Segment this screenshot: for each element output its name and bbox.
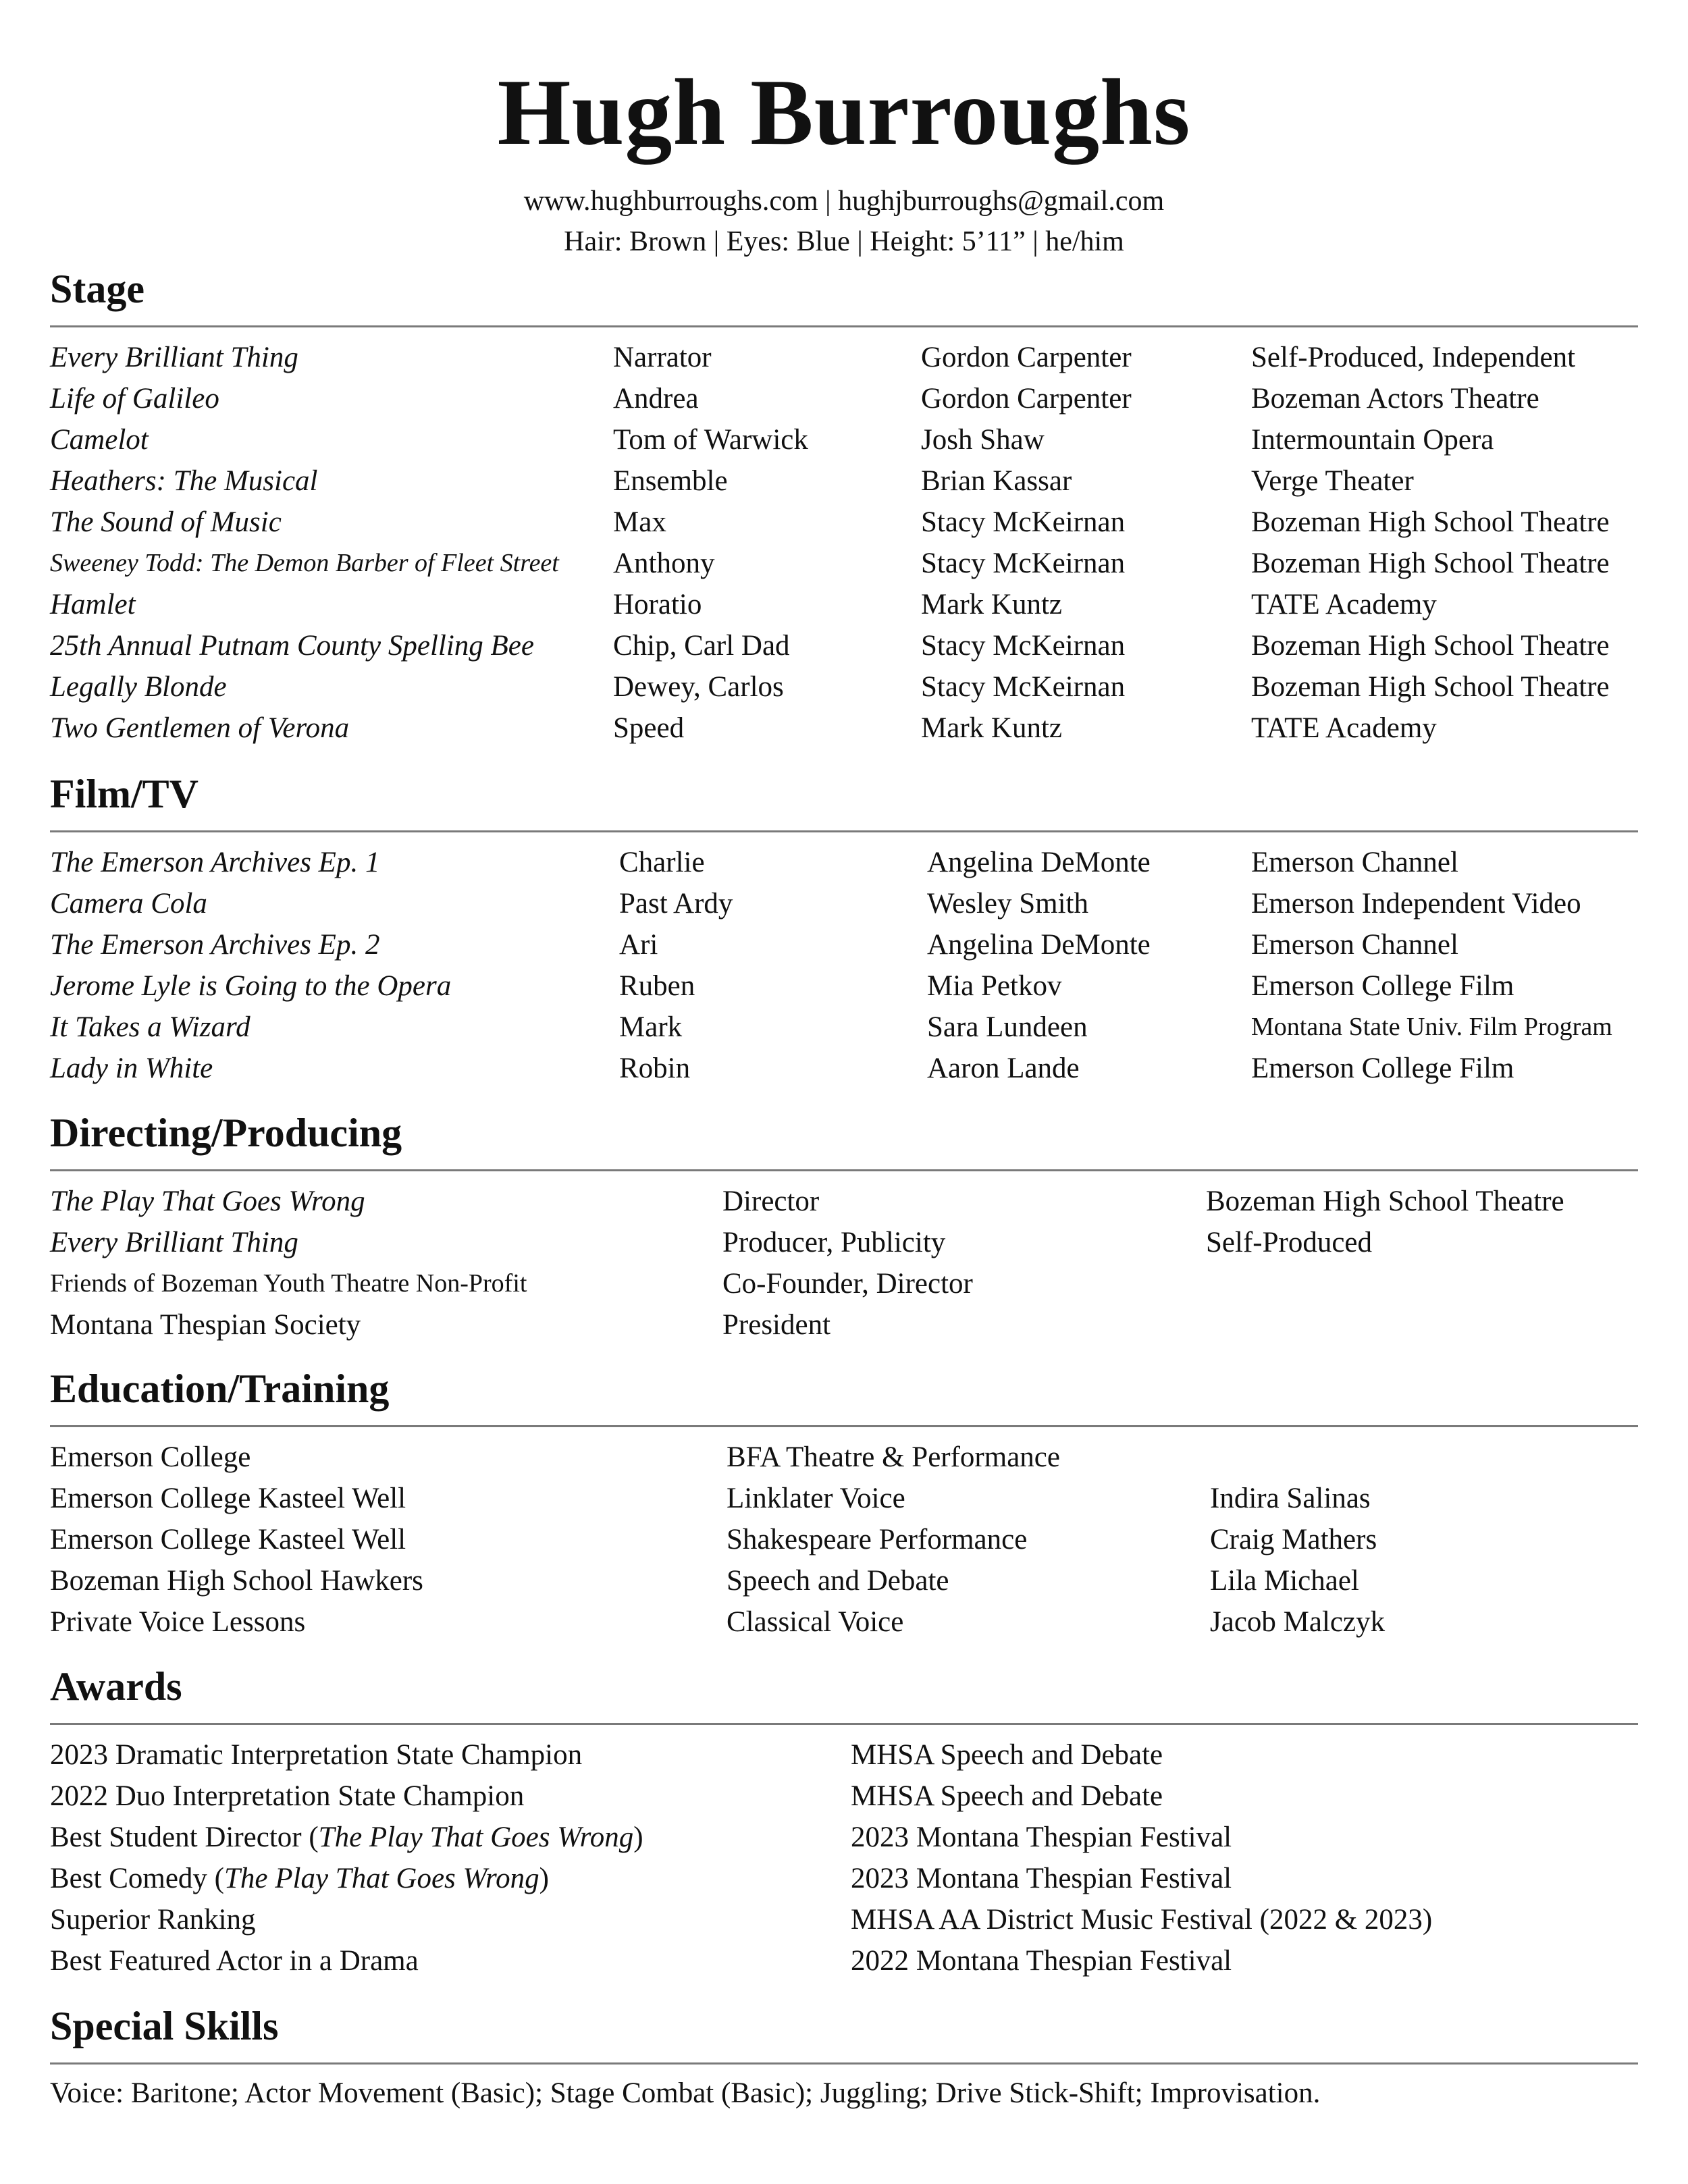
role: Past Ardy bbox=[619, 888, 733, 920]
award-organization: 2023 Montana Thespian Festival bbox=[851, 1821, 1232, 1853]
role: Chip, Carl Dad bbox=[613, 630, 790, 662]
director: Mark Kuntz bbox=[921, 712, 1062, 744]
directing-producing-heading: Directing/Producing bbox=[50, 1111, 402, 1155]
award-name bbox=[50, 1858, 549, 1899]
credit-row bbox=[50, 543, 1670, 584]
role: Mark bbox=[619, 1011, 683, 1043]
production-title: Every Brilliant Thing bbox=[50, 1227, 298, 1258]
credit-row bbox=[50, 1263, 1670, 1304]
institution: Bozeman High School Hawkers bbox=[50, 1565, 423, 1597]
stage-credits bbox=[50, 337, 1670, 749]
award-row bbox=[50, 1858, 1670, 1899]
organization: Friends of Bozeman Youth Theatre Non-Profit bbox=[50, 1269, 527, 1298]
position: Producer, Publicity bbox=[722, 1227, 946, 1258]
special-skills-divider bbox=[50, 2062, 1638, 2065]
award-text: ) bbox=[633, 1821, 643, 1853]
training-row bbox=[50, 1560, 1670, 1601]
company: Bozeman High School Theatre bbox=[1251, 630, 1610, 662]
training-row bbox=[50, 1601, 1670, 1643]
award-text: ) bbox=[539, 1863, 549, 1894]
role: Ari bbox=[619, 929, 658, 961]
director: Aaron Lande bbox=[927, 1053, 1080, 1084]
stage-divider bbox=[50, 325, 1638, 327]
company: Emerson College Film bbox=[1251, 1053, 1514, 1084]
role: Max bbox=[613, 506, 666, 538]
role: Horatio bbox=[613, 589, 702, 620]
special-skills-text: Voice: Baritone; Actor Movement (Basic); Stage Combat (Basic); Juggling; Drive Stick-Shift; Improvisation. bbox=[50, 2077, 1321, 2109]
role: Narrator bbox=[613, 342, 712, 373]
company: Bozeman Actors Theatre bbox=[1251, 383, 1539, 415]
director: Stacy McKeirnan bbox=[921, 506, 1126, 538]
award-organization: MHSA Speech and Debate bbox=[851, 1739, 1163, 1771]
production-title: Every Brilliant Thing bbox=[50, 342, 298, 373]
production-title: The Emerson Archives Ep. 1 bbox=[50, 847, 380, 878]
institution: Private Voice Lessons bbox=[50, 1606, 306, 1638]
award-name: 2023 Dramatic Interpretation State Champion bbox=[50, 1739, 583, 1771]
production-title: It Takes a Wizard bbox=[50, 1011, 250, 1043]
award-production-title: The Play That Goes Wrong bbox=[318, 1821, 634, 1853]
credit-row bbox=[50, 460, 1670, 502]
institution: Emerson College Kasteel Well bbox=[50, 1524, 406, 1555]
institution: Emerson College Kasteel Well bbox=[50, 1483, 406, 1514]
director: Stacy McKeirnan bbox=[921, 671, 1126, 703]
program: Shakespeare Performance bbox=[727, 1524, 1028, 1555]
company: TATE Academy bbox=[1251, 712, 1437, 744]
company: Montana State Univ. Film Program bbox=[1251, 1013, 1612, 1041]
film-tv-heading: Film/TV bbox=[50, 772, 199, 816]
awards-heading: Awards bbox=[50, 1664, 182, 1709]
company: Bozeman High School Theatre bbox=[1251, 506, 1610, 538]
credit-row bbox=[50, 1304, 1670, 1346]
position: President bbox=[722, 1309, 831, 1341]
award-row bbox=[50, 1899, 1670, 1940]
award-row bbox=[50, 1776, 1670, 1817]
director: Mia Petkov bbox=[927, 970, 1062, 1002]
award-row bbox=[50, 1734, 1670, 1776]
credit-row bbox=[50, 666, 1670, 708]
credit-row bbox=[50, 1181, 1670, 1222]
credit-row bbox=[50, 1222, 1670, 1263]
director: Stacy McKeirnan bbox=[921, 548, 1126, 579]
production-title: The Emerson Archives Ep. 2 bbox=[50, 929, 380, 961]
production-title: The Sound of Music bbox=[50, 506, 282, 538]
awards-list bbox=[50, 1734, 1670, 1981]
role: Anthony bbox=[613, 548, 715, 579]
instructor: Craig Mathers bbox=[1210, 1524, 1377, 1555]
program: Speech and Debate bbox=[727, 1565, 949, 1597]
director: Wesley Smith bbox=[927, 888, 1088, 920]
directing-producing-divider bbox=[50, 1169, 1638, 1171]
production-title: Hamlet bbox=[50, 589, 136, 620]
position: Co-Founder, Director bbox=[722, 1268, 973, 1300]
production-title: Lady in White bbox=[50, 1053, 213, 1084]
program: BFA Theatre & Performance bbox=[727, 1441, 1060, 1473]
credit-row bbox=[50, 708, 1670, 749]
role: Speed bbox=[613, 712, 685, 744]
instructor: Jacob Malczyk bbox=[1210, 1606, 1386, 1638]
credit-row bbox=[50, 625, 1670, 666]
company: Emerson College Film bbox=[1251, 970, 1514, 1002]
award-organization: MHSA Speech and Debate bbox=[851, 1780, 1163, 1812]
institution: Emerson College bbox=[50, 1441, 251, 1473]
credit-row bbox=[50, 378, 1670, 419]
company: Intermountain Opera bbox=[1251, 424, 1494, 456]
production-title: Camera Cola bbox=[50, 888, 207, 920]
production-title: Life of Galileo bbox=[50, 383, 219, 415]
award-text: Best Student Director ( bbox=[50, 1821, 319, 1853]
physical-stats-line: Hair: Brown | Eyes: Blue | Height: 5’11” | he/him bbox=[564, 226, 1124, 257]
credit-row bbox=[50, 584, 1670, 625]
education-training-divider bbox=[50, 1425, 1638, 1427]
actor-name: Hugh Burroughs bbox=[497, 60, 1191, 165]
directing-producing-credits bbox=[50, 1181, 1670, 1346]
production-title: 25th Annual Putnam County Spelling Bee bbox=[50, 630, 534, 662]
position: Director bbox=[722, 1186, 820, 1217]
credit-row bbox=[50, 924, 1670, 965]
company: Verge Theater bbox=[1251, 465, 1414, 497]
training-row bbox=[50, 1478, 1670, 1519]
role: Ruben bbox=[619, 970, 695, 1002]
director: Sara Lundeen bbox=[927, 1011, 1088, 1043]
production-title: Jerome Lyle is Going to the Opera bbox=[50, 970, 452, 1002]
role: Tom of Warwick bbox=[613, 424, 808, 456]
award-name: 2022 Duo Interpretation State Champion bbox=[50, 1780, 525, 1812]
company: Emerson Channel bbox=[1251, 847, 1458, 878]
company: TATE Academy bbox=[1251, 589, 1437, 620]
awards-divider bbox=[50, 1723, 1638, 1725]
company: Self-Produced, Independent bbox=[1251, 342, 1576, 373]
director: Josh Shaw bbox=[921, 424, 1045, 456]
director: Stacy McKeirnan bbox=[921, 630, 1126, 662]
company: Bozeman High School Theatre bbox=[1206, 1186, 1564, 1217]
award-name: Superior Ranking bbox=[50, 1904, 256, 1936]
role: Andrea bbox=[613, 383, 699, 415]
company: Self-Produced bbox=[1206, 1227, 1372, 1258]
credit-row bbox=[50, 337, 1670, 378]
director: Angelina DeMonte bbox=[927, 929, 1151, 961]
production-title: Camelot bbox=[50, 424, 149, 456]
program: Classical Voice bbox=[727, 1606, 904, 1638]
award-name bbox=[50, 1817, 643, 1858]
award-name: Best Featured Actor in a Drama bbox=[50, 1945, 419, 1977]
director: Gordon Carpenter bbox=[921, 342, 1132, 373]
stage-heading: Stage bbox=[50, 267, 144, 311]
production-title: The Play That Goes Wrong bbox=[50, 1186, 365, 1217]
training-row bbox=[50, 1437, 1670, 1478]
company: Bozeman High School Theatre bbox=[1251, 671, 1610, 703]
film-tv-divider bbox=[50, 830, 1638, 832]
director: Gordon Carpenter bbox=[921, 383, 1132, 415]
credit-row bbox=[50, 502, 1670, 543]
credit-row bbox=[50, 1007, 1670, 1048]
special-skills-heading: Special Skills bbox=[50, 2004, 279, 2048]
award-text: Best Comedy ( bbox=[50, 1863, 224, 1894]
company: Emerson Independent Video bbox=[1251, 888, 1581, 920]
program: Linklater Voice bbox=[727, 1483, 905, 1514]
director: Mark Kuntz bbox=[921, 589, 1062, 620]
credit-row bbox=[50, 419, 1670, 460]
instructor: Indira Salinas bbox=[1210, 1483, 1371, 1514]
award-row bbox=[50, 1940, 1670, 1981]
company: Bozeman High School Theatre bbox=[1251, 548, 1610, 579]
award-organization: 2022 Montana Thespian Festival bbox=[851, 1945, 1232, 1977]
credit-row bbox=[50, 842, 1670, 883]
role: Dewey, Carlos bbox=[613, 671, 784, 703]
instructor: Lila Michael bbox=[1210, 1565, 1359, 1597]
production-title: Two Gentlemen of Verona bbox=[50, 712, 350, 744]
education-training-heading: Education/Training bbox=[50, 1366, 390, 1411]
training-row bbox=[50, 1519, 1670, 1560]
film-tv-credits bbox=[50, 842, 1670, 1089]
production-title: Heathers: The Musical bbox=[50, 465, 318, 497]
director: Angelina DeMonte bbox=[927, 847, 1151, 878]
role: Robin bbox=[619, 1053, 691, 1084]
production-title: Legally Blonde bbox=[50, 671, 227, 703]
education-training-list bbox=[50, 1437, 1670, 1643]
organization: Montana Thespian Society bbox=[50, 1309, 361, 1341]
role: Ensemble bbox=[613, 465, 728, 497]
production-title: Sweeney Todd: The Demon Barber of Fleet Street bbox=[50, 549, 559, 577]
award-row bbox=[50, 1817, 1670, 1858]
award-organization: 2023 Montana Thespian Festival bbox=[851, 1863, 1232, 1894]
credit-row bbox=[50, 965, 1670, 1007]
award-production-title: The Play That Goes Wrong bbox=[223, 1863, 539, 1894]
contact-line: www.hughburroughs.com | hughjburroughs@gmail.com bbox=[523, 186, 1165, 217]
credit-row bbox=[50, 883, 1670, 924]
credit-row bbox=[50, 1048, 1670, 1089]
company: Emerson Channel bbox=[1251, 929, 1458, 961]
award-organization: MHSA AA District Music Festival (2022 & 2023) bbox=[851, 1904, 1433, 1936]
role: Charlie bbox=[619, 847, 705, 878]
director: Brian Kassar bbox=[921, 465, 1072, 497]
